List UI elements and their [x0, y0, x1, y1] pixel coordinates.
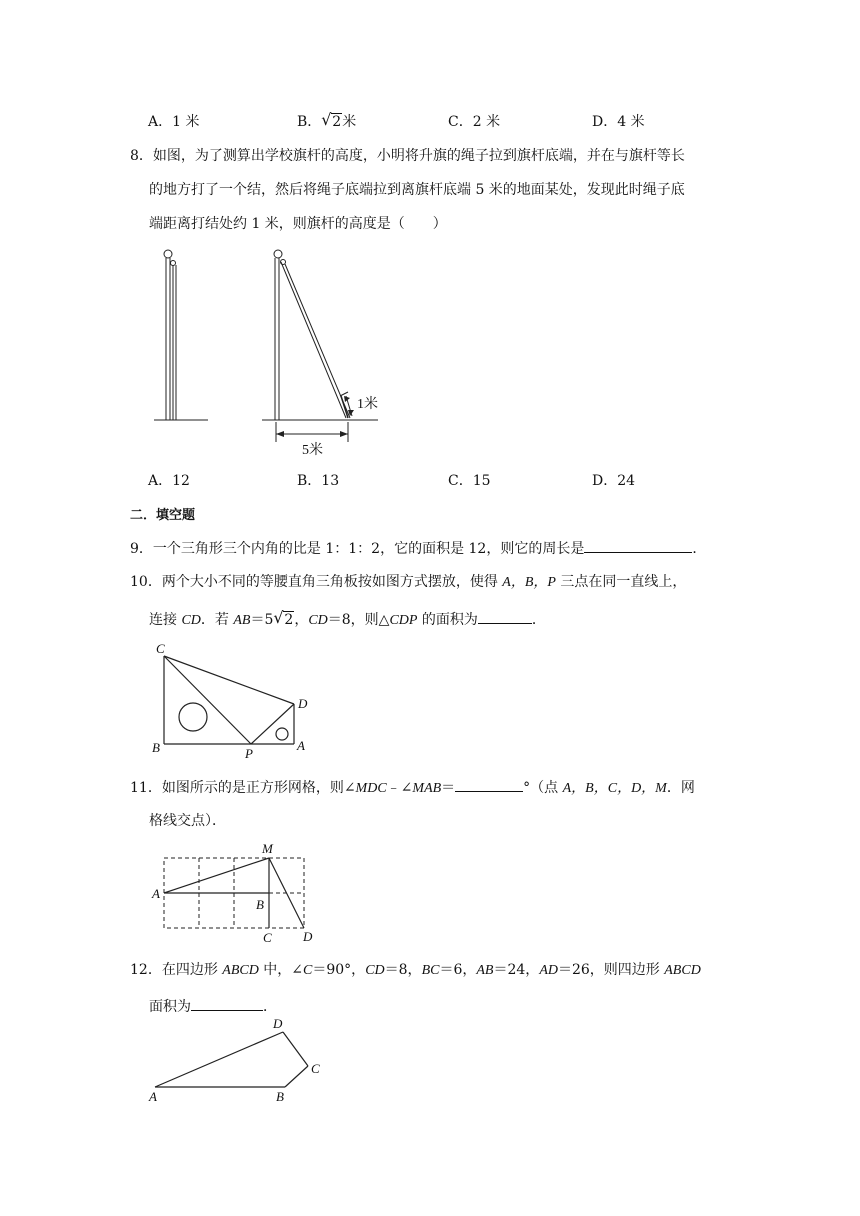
q10-line-1 [130, 573, 686, 592]
q12-quadrilateral-figure [145, 1015, 345, 1115]
label-1m: 1米 [357, 397, 378, 412]
q12-l1-d: ＝8， [384, 962, 422, 978]
label-5m: 5米 [302, 443, 323, 458]
q12-l1-abcd: ABCD [222, 963, 259, 978]
label-A: A [297, 738, 305, 753]
rope-diag-1 [281, 262, 346, 418]
label-C: C [311, 1061, 320, 1076]
q9-text [130, 538, 706, 558]
q11-l1-b: ﹣∠ [386, 780, 413, 796]
small-circle [276, 728, 288, 740]
q10-line-2 [149, 609, 546, 630]
q10-l2-ab: AB [233, 613, 251, 628]
line-PD [251, 704, 294, 744]
q10-l2-a: 连接 [149, 612, 182, 628]
q10-l2-cd: CD [181, 613, 201, 628]
q9-answer-blank [584, 538, 692, 553]
sqrt-symbol-q10: √ 2 [273, 608, 294, 628]
label-A: A [149, 1089, 157, 1104]
label-D: D [298, 696, 308, 711]
q12-l1-g: ＝26，则四边形 [557, 962, 665, 978]
marker-1m-arrow-top [344, 396, 350, 402]
label-C: C [156, 641, 165, 656]
q11-l1-points: A，B，C，D，M [562, 781, 667, 796]
q10-l2-e: ＝8，则△ [327, 612, 390, 628]
side-CB [285, 1066, 308, 1087]
q12-l1-e: ＝6， [439, 962, 477, 978]
q8-option-c: C．15 [448, 473, 491, 489]
q12-l1-bc: BC [421, 963, 440, 978]
q10-l2-f: 的面积为 [417, 612, 478, 628]
q10-l1-pre: 10．两个大小不同的等腰直角三角板按如图方式摆放，使得 [130, 574, 503, 590]
q11-l1-a: 11．如图所示的是正方形网格，则∠ [130, 780, 356, 796]
q8-flagpole-figure [150, 248, 390, 458]
q11-l1-mab: MAB [412, 781, 442, 796]
q7-option-a: A．1 米 [148, 114, 200, 130]
label-P: P [245, 746, 253, 761]
q10-triangles-figure [148, 640, 328, 760]
dim-5m-arrow-right [340, 431, 348, 437]
q10-l2-radicand: 2 [284, 612, 294, 628]
q8-line-3: 端距离打结处约 1 米，则旗杆的高度是（ ） [149, 216, 447, 232]
q11-grid-figure [150, 838, 330, 948]
line-CP [164, 656, 251, 744]
q10-l2-d: ， [294, 612, 309, 628]
marker-1m-top [340, 392, 348, 396]
q12-l1-cd: CD [365, 963, 385, 978]
q10-l2-cd2: CD [308, 613, 328, 628]
q9-question: 9．一个三角形三个内角的比是 1：1：2，它的面积是 12，则它的周长是 [130, 541, 585, 557]
q12-l2-end: ． [263, 999, 277, 1015]
q10-answer-blank [478, 609, 532, 624]
large-circle [179, 703, 207, 731]
q11-answer-blank [455, 777, 523, 792]
q7-option-b [297, 110, 357, 131]
q10-l2-b: ．若 [200, 612, 234, 628]
dim-5m-arrow-left [276, 431, 284, 437]
q7-option-c: C．2 米 [448, 114, 501, 130]
q12-l1-ab: AB [476, 963, 494, 978]
q10-l2-end: ． [531, 612, 546, 628]
q9-end: ． [692, 541, 707, 557]
q11-l1-e: ．网 [666, 780, 695, 796]
q12-l2-text: 面积为 [149, 999, 191, 1015]
line-CD [164, 656, 294, 704]
q11-l1-d: °（点 [523, 780, 563, 796]
segment-AM [164, 858, 269, 893]
q7-option-b-radicand: 2 [332, 114, 342, 130]
q7-option-d: D．4 米 [592, 114, 645, 130]
q12-l1-b: 中，∠ [258, 962, 304, 978]
q12-line-2 [149, 996, 277, 1016]
pole-top-ball-right [274, 250, 282, 258]
label-C: C [263, 930, 272, 945]
pole-top-ball-small [171, 261, 176, 266]
q11-l1-mdc: MDC [355, 781, 387, 796]
label-D: D [273, 1016, 283, 1031]
side-AD [155, 1032, 283, 1087]
q11-l1-c: ＝ [441, 780, 456, 796]
rope-diag-2 [285, 264, 350, 418]
label-B: B [276, 1089, 284, 1104]
q11-line-1 [130, 777, 695, 798]
q8-line-1: 8．如图，为了测算出学校旗杆的高度，小明将升旗的绳子拉到旗杆底端，并在与旗杆等长 [130, 148, 685, 164]
q8-option-a: A．12 [148, 473, 190, 489]
q12-l1-f: ＝24， [493, 962, 540, 978]
q11-line-2: 格线交点）． [149, 813, 226, 829]
side-DC [283, 1032, 308, 1066]
q8-option-d: D．24 [592, 473, 636, 489]
q12-l1-c2: ＝90°， [312, 962, 366, 978]
label-M: M [262, 841, 273, 856]
q7-option-b-suffix: 米 [342, 114, 357, 130]
label-A: A [152, 886, 160, 901]
q7-option-b-prefix: B． [297, 114, 322, 130]
q10-l1-points: A，B，P [502, 575, 556, 590]
q12-answer-blank [191, 996, 263, 1011]
q10-l1-post: 三点在同一直线上， [555, 574, 687, 590]
pole-top-ball [164, 250, 172, 258]
q12-l1-abcd2: ABCD [664, 963, 701, 978]
q10-l2-c: ＝5 [250, 612, 274, 628]
q12-l1-c: C [303, 963, 313, 978]
q12-l1-a: 12．在四边形 [130, 962, 223, 978]
q12-l1-ad: AD [539, 963, 558, 978]
label-D: D [303, 929, 313, 944]
q12-line-1 [130, 961, 701, 980]
section-title: 二．填空题 [130, 508, 196, 523]
label-B: B [152, 740, 160, 755]
sqrt-symbol: √ 2 [321, 110, 342, 130]
q8-line-2: 的地方打了一个结，然后将绳子底端拉到离旗杆底端 5 米的地面某处，发现此时绳子底 [149, 182, 685, 198]
q10-l2-cdp: CDP [389, 613, 418, 628]
label-B: B [256, 897, 264, 912]
q8-option-b: B．13 [297, 473, 340, 489]
